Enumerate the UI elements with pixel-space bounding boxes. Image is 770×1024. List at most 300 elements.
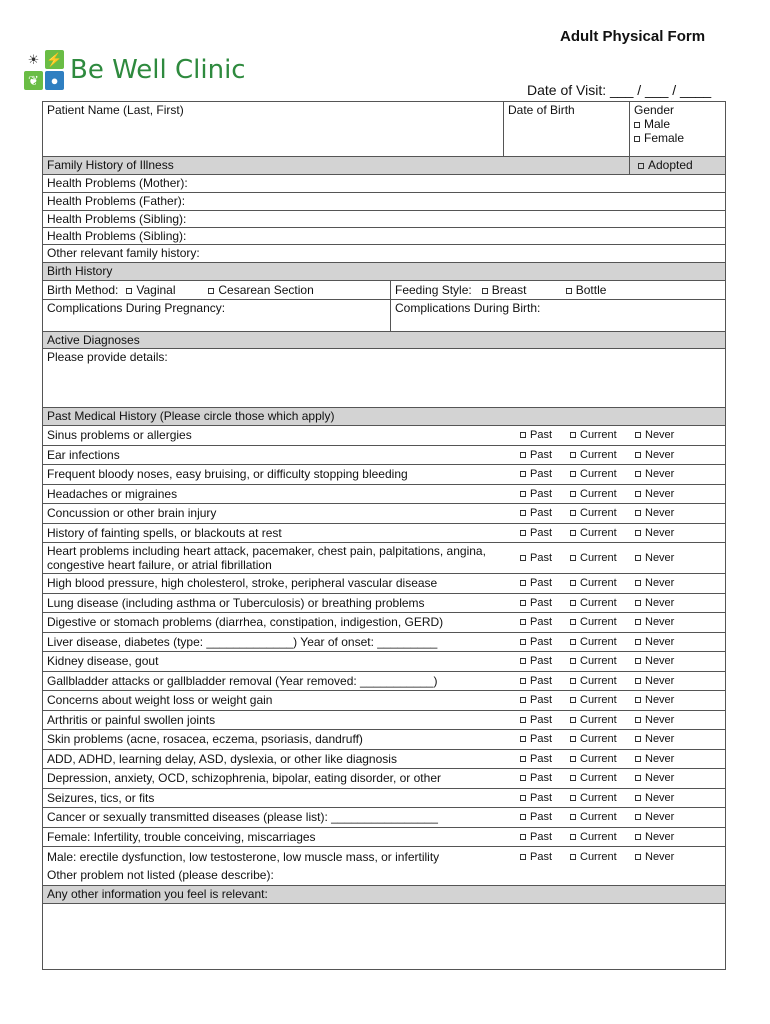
past-option[interactable] [520,552,570,564]
current-label: Current [580,616,617,629]
checkbox-icon [635,555,641,561]
clinic-name: Be Well Clinic [70,55,246,85]
current-option[interactable] [570,449,635,461]
never-label: Never [645,596,675,609]
current-option[interactable] [570,675,635,687]
never-label: Never [645,694,675,707]
checkbox-icon [635,600,641,606]
pmh-condition: Digestive or stomach problems (diarrhea, constipation, indigestion, GERD) [47,615,444,630]
gender-label: Gender [634,103,675,117]
pmh-condition: Skin problems (acne, rosacea, eczema, psoriasis, dandruff) [47,732,363,747]
current-label: Current [580,577,617,590]
current-label: Current [580,596,617,609]
checkbox-icon [126,288,132,294]
checkbox-icon [635,452,641,458]
past-option[interactable] [520,792,570,804]
past-label: Past [530,448,553,461]
leaf-icon: ❦ [24,71,43,90]
family-row[interactable] [43,193,725,211]
never-option[interactable] [635,792,705,804]
current-option[interactable] [570,507,635,519]
pmh-condition: Male: erectile dysfunction, low testosterone, low muscle mass, or infertility [47,849,440,864]
past-label: Past [530,811,553,824]
current-label: Current [580,429,617,442]
pmh-row [43,426,725,446]
pmh-options [520,636,725,648]
current-label: Current [580,752,617,765]
never-option[interactable] [635,507,705,519]
never-label: Never [645,635,675,648]
checkbox-icon [570,795,576,801]
pmh-row [43,524,725,544]
checkbox-icon [570,510,576,516]
never-option[interactable] [635,636,705,648]
checkbox-icon [570,658,576,664]
past-label: Past [530,596,553,609]
checkbox-icon [208,288,214,294]
current-option[interactable] [570,429,635,441]
feeding-style-field [390,281,725,299]
current-label: Current [580,655,617,668]
pmh-row [43,711,725,731]
patient-name-field[interactable] [43,102,503,156]
never-label: Never [645,526,675,539]
current-option[interactable] [570,488,635,500]
past-label: Past [530,713,553,726]
pmh-condition: Arthritis or painful swollen joints [47,712,216,727]
checkbox-icon [570,600,576,606]
pmh-condition: Concussion or other brain injury [47,506,217,521]
past-label: Past [530,552,553,564]
pmh-condition: Frequent bloody noses, easy bruising, or difficulty stopping bleeding [47,467,408,482]
pmh-condition: Liver disease, diabetes (type: _____________) Year of onset: _________ [47,634,438,649]
runner-icon: ⚡ [45,50,64,69]
past-medical-history-header [43,408,725,426]
never-option[interactable] [635,552,705,564]
checkbox-icon [520,854,526,860]
pmh-row [43,504,725,524]
complications-birth-field[interactable] [390,300,725,331]
never-option[interactable] [635,577,705,589]
pmh-options [520,488,725,500]
checkbox-icon [520,491,526,497]
checkbox-icon [635,432,641,438]
checkbox-icon [520,736,526,742]
past-option[interactable] [520,811,570,823]
current-label: Current [580,733,617,746]
never-label: Never [645,733,675,746]
checkbox-icon [635,639,641,645]
pmh-row [43,672,725,692]
checkbox-icon [635,717,641,723]
pmh-options [520,851,725,863]
family-row-label: Health Problems (Mother): [47,176,188,190]
gender-field [629,102,725,156]
family-row-label: Health Problems (Sibling): [47,212,187,226]
pmh-condition: Concerns about weight loss or weight gain [47,693,273,708]
pmh-row [43,613,725,633]
past-option[interactable] [520,714,570,726]
past-label: Past [530,635,553,648]
pmh-row [43,574,725,594]
bottle-option[interactable] [566,283,607,297]
family-history-header [43,157,725,175]
pmh-options [520,753,725,765]
past-option[interactable] [520,636,570,648]
checkbox-icon [520,678,526,684]
checkbox-icon [635,510,641,516]
patient-info-row [43,102,725,157]
breast-option[interactable] [482,283,566,297]
section-title: Active Diagnoses [47,333,140,347]
never-label: Never [645,577,675,590]
adopted-label: Adopted [648,158,693,172]
current-option[interactable] [570,714,635,726]
date-of-visit[interactable]: Date of Visit: ___ / ___ / ____ [527,82,712,98]
past-option[interactable] [520,694,570,706]
current-option[interactable] [570,616,635,628]
current-label: Current [580,507,617,520]
past-option[interactable] [520,733,570,745]
family-row-label: Other relevant family history: [47,246,200,260]
never-option[interactable] [635,733,705,745]
past-option[interactable] [520,675,570,687]
never-option[interactable] [635,753,705,765]
current-label: Current [580,811,617,824]
never-option[interactable] [635,772,705,784]
pmh-condition: Gallbladder attacks or gallbladder removal (Year removed: ___________) [47,673,438,688]
checkbox-icon [635,530,641,536]
never-label: Never [645,811,675,824]
pmh-condition: Kidney disease, gout [47,654,159,669]
past-option[interactable] [520,753,570,765]
never-label: Never [645,507,675,520]
pmh-row [43,750,725,770]
checkbox-icon [520,756,526,762]
checkbox-icon [570,775,576,781]
past-option[interactable] [520,468,570,480]
past-option[interactable] [520,507,570,519]
pmh-row [43,730,725,750]
checkbox-icon [520,452,526,458]
never-option[interactable] [635,429,705,441]
checkbox-icon [635,736,641,742]
never-option[interactable] [635,488,705,500]
checkbox-icon [520,555,526,561]
past-label: Past [530,830,553,843]
current-option[interactable] [570,733,635,745]
other-info-header [43,886,725,904]
pmh-row [43,485,725,505]
pmh-options [520,577,725,589]
logo-mark [24,50,64,90]
dob-label: Date of Birth [508,103,575,117]
current-option[interactable] [570,597,635,609]
pmh-row [43,633,725,653]
pmh-options [520,468,725,480]
pmh-options [520,429,725,441]
pmh-row [43,808,725,828]
never-label: Never [645,791,675,804]
past-option[interactable] [520,831,570,843]
gender-female-option[interactable] [634,131,721,145]
gender-male-option[interactable] [634,117,721,131]
never-option[interactable] [635,694,705,706]
past-option[interactable] [520,577,570,589]
checkbox-icon [520,775,526,781]
checkbox-icon [635,814,641,820]
past-label: Past [530,487,553,500]
checkbox-icon [520,639,526,645]
pmh-options [520,772,725,784]
complications-row [43,300,725,332]
pmh-row [43,789,725,809]
never-label: Never [645,448,675,461]
current-option[interactable] [570,772,635,784]
never-label: Never [645,713,675,726]
current-option[interactable] [570,552,635,564]
current-label: Current [580,487,617,500]
checkbox-icon [520,658,526,664]
pmh-row [43,691,725,711]
pmh-options [520,831,725,843]
past-label: Past [530,772,553,785]
checkbox-icon [520,814,526,820]
checkbox-icon [635,580,641,586]
pmh-options [520,597,725,609]
past-label: Past [530,616,553,629]
birth-method-field [43,281,390,299]
never-label: Never [645,429,675,442]
pmh-options [520,694,725,706]
pmh-options [520,507,725,519]
checkbox-icon [570,580,576,586]
past-label: Past [530,429,553,442]
pmh-options [520,616,725,628]
current-option[interactable] [570,655,635,667]
past-label: Past [530,791,553,804]
never-label: Never [645,752,675,765]
vaginal-label: Vaginal [136,283,176,297]
never-label: Never [645,468,675,481]
checkbox-icon [635,834,641,840]
current-option[interactable] [570,636,635,648]
checkbox-icon [635,854,641,860]
checkbox-icon [520,432,526,438]
form-title: Adult Physical Form [560,28,706,45]
past-label: Past [530,752,553,765]
dob-field[interactable] [503,102,629,156]
gender-female-label: Female [644,131,685,145]
current-label: Current [580,791,617,804]
checkbox-icon [520,471,526,477]
family-row[interactable] [43,211,725,228]
pmh-condition: Depression, anxiety, OCD, schizophrenia, bipolar, eating disorder, or other [47,771,441,786]
checkbox-icon [634,136,640,142]
pmh-options [520,792,725,804]
current-label: Current [580,468,617,481]
never-option[interactable] [635,449,705,461]
pmh-condition: History of fainting spells, or blackouts at rest [47,525,282,540]
checkbox-icon [520,510,526,516]
physical-form [42,101,726,970]
past-label: Past [530,526,553,539]
current-label: Current [580,694,617,707]
checkbox-icon [570,530,576,536]
current-label: Current [580,830,617,843]
current-label: Current [580,850,617,863]
other-info-field[interactable] [43,904,725,969]
pmh-row [43,847,725,867]
checkbox-icon [570,452,576,458]
adopted-option[interactable] [629,157,725,174]
never-option[interactable] [635,675,705,687]
past-option[interactable] [520,655,570,667]
checkbox-icon [570,756,576,762]
never-option[interactable] [635,597,705,609]
checkbox-icon [570,432,576,438]
current-option[interactable] [570,811,635,823]
family-row-label: Health Problems (Father): [47,194,186,208]
pmh-row [43,446,725,466]
pmh-options [520,733,725,745]
pmh-options [520,675,725,687]
complications-pregnancy-field[interactable] [43,300,390,331]
family-row[interactable] [43,175,725,193]
current-label: Current [580,635,617,648]
checkbox-icon [634,122,640,128]
active-diagnoses-header [43,332,725,349]
current-option[interactable] [570,694,635,706]
pmh-row [43,828,725,848]
checkbox-icon [570,555,576,561]
other-problem-field[interactable] [43,867,725,886]
never-option[interactable] [635,616,705,628]
bottle-label: Bottle [575,283,607,297]
past-option[interactable] [520,597,570,609]
checkbox-icon [635,795,641,801]
pmh-options [520,714,725,726]
never-option[interactable] [635,468,705,480]
checkbox-icon [635,756,641,762]
pmh-options [520,449,725,461]
never-label: Never [645,487,675,500]
checkbox-icon [570,854,576,860]
checkbox-icon [635,775,641,781]
pmh-condition: Cancer or sexually transmitted diseases (please list): ________________ [47,810,438,825]
never-label: Never [645,772,675,785]
pmh-condition: Female: Infertility, trouble conceiving, miscarriages [47,829,316,844]
pmh-row [43,769,725,789]
past-option[interactable] [520,772,570,784]
pmh-row [43,465,725,485]
never-option[interactable] [635,655,705,667]
never-option[interactable] [635,527,705,539]
checkbox-icon [570,619,576,625]
past-label: Past [530,468,553,481]
section-title: Birth History [47,264,113,278]
checkbox-icon [520,530,526,536]
past-option[interactable] [520,851,570,863]
water-drop-icon: ● [45,71,64,90]
pmh-row [43,652,725,672]
pmh-row [43,594,725,614]
never-label: Never [645,850,675,863]
current-option[interactable] [570,792,635,804]
current-option[interactable] [570,577,635,589]
past-label: Past [530,850,553,863]
never-option[interactable] [635,851,705,863]
current-option[interactable] [570,753,635,765]
current-option[interactable] [570,831,635,843]
past-label: Past [530,507,553,520]
current-label: Current [580,674,617,687]
checkbox-icon [570,814,576,820]
sun-icon: ☀ [24,50,43,69]
past-option[interactable] [520,527,570,539]
checkbox-icon [570,471,576,477]
pmh-rows [43,426,725,867]
past-option[interactable] [520,449,570,461]
pmh-options [520,552,725,564]
checkbox-icon [638,163,644,169]
current-option[interactable] [570,851,635,863]
birth-method-row [43,281,725,300]
checkbox-icon [570,834,576,840]
family-row[interactable] [43,245,725,263]
cesarean-label: Cesarean Section [218,283,314,297]
past-label: Past [530,577,553,590]
current-option[interactable] [570,527,635,539]
never-label: Never [645,552,675,564]
past-label: Past [530,655,553,668]
pmh-condition: Heart problems including heart attack, pacemaker, chest pain, palpitations, angina, congestive heart failure, or atrial fibrillation [47,544,486,572]
current-label: Current [580,772,617,785]
checkbox-icon [566,288,572,294]
other-problem-label: Other problem not listed (please describe): [47,867,274,882]
checkbox-icon [570,717,576,723]
never-label: Never [645,655,675,668]
past-label: Past [530,694,553,707]
checkbox-icon [570,697,576,703]
past-label: Past [530,733,553,746]
complications-birth-label: Complications During Birth: [395,301,541,315]
never-label: Never [645,830,675,843]
cesarean-option[interactable] [208,283,313,297]
section-title: Past Medical History (Please circle those which apply) [47,409,335,423]
diagnoses-details-label: Please provide details: [47,350,168,364]
vaginal-option[interactable] [126,283,208,297]
never-option[interactable] [635,831,705,843]
diagnoses-details-field[interactable] [43,349,725,408]
checkbox-icon [570,491,576,497]
checkbox-icon [570,639,576,645]
breast-label: Breast [491,283,527,297]
current-option[interactable] [570,468,635,480]
never-option[interactable] [635,714,705,726]
pmh-condition: Lung disease (including asthma or Tuberculosis) or breathing problems [47,595,425,610]
checkbox-icon [520,580,526,586]
past-option[interactable] [520,429,570,441]
pmh-condition: High blood pressure, high cholesterol, stroke, peripheral vascular disease [47,576,438,591]
past-option[interactable] [520,488,570,500]
checkbox-icon [520,834,526,840]
checkbox-icon [635,471,641,477]
checkbox-icon [520,600,526,606]
never-option[interactable] [635,811,705,823]
past-option[interactable] [520,616,570,628]
family-row[interactable] [43,228,725,245]
